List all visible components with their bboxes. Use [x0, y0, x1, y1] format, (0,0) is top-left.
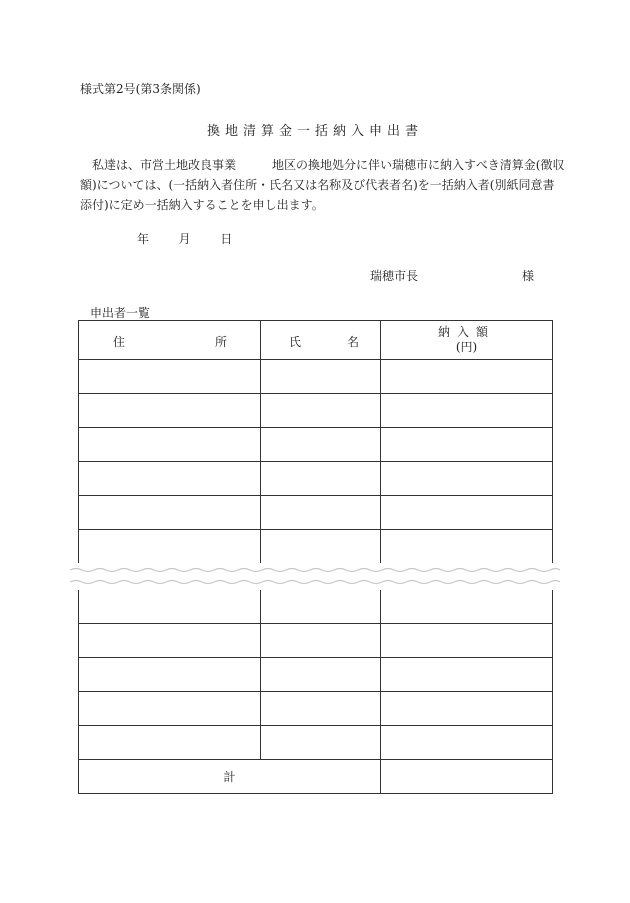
amount-cell[interactable] — [381, 496, 553, 530]
address-cell[interactable] — [79, 530, 261, 564]
applicant-list-label: 申出者一覧 — [90, 306, 151, 320]
address-cell[interactable] — [79, 658, 261, 692]
amount-cell[interactable] — [381, 624, 553, 658]
date-line — [137, 230, 232, 247]
document-title: 換地清算金一括納入申出書 — [206, 124, 423, 139]
addressee-honorific: 様 — [522, 269, 535, 283]
name-cell[interactable] — [261, 590, 381, 624]
address-cell[interactable] — [79, 590, 261, 624]
table-header-row — [79, 321, 553, 360]
date-day: 日 — [220, 232, 233, 246]
table-row — [79, 590, 553, 624]
total-amount-cell[interactable] — [381, 760, 553, 794]
column-header-amount: 納入額 (円) — [381, 321, 553, 360]
applicant-table — [78, 320, 553, 563]
applicant-table-continued — [78, 590, 553, 794]
amount-cell[interactable] — [381, 428, 553, 462]
body-line-3: 添付)に定め一括納入することを申し出ます。 — [80, 198, 324, 212]
table-row — [79, 394, 553, 428]
table-row — [79, 726, 553, 760]
body-line-2: 額)については、(一括納入者住所・氏名又は名称及び代表者名)を一括納入者(別紙同意書 — [80, 178, 555, 192]
table-row — [79, 624, 553, 658]
address-cell[interactable] — [79, 428, 261, 462]
name-cell[interactable] — [261, 726, 381, 760]
body-paragraph — [80, 155, 564, 215]
addressee-name: 瑞穂市長 — [370, 269, 419, 283]
name-cell[interactable] — [261, 530, 381, 564]
name-cell[interactable] — [261, 624, 381, 658]
address-cell[interactable] — [79, 624, 261, 658]
address-cell[interactable] — [79, 692, 261, 726]
address-cell[interactable] — [79, 394, 261, 428]
date-year: 年 — [137, 232, 150, 246]
table-row — [79, 530, 553, 564]
body-line-1: 私達は、市営土地改良事業 地区の換地処分に伴い瑞穂市に納入すべき清算金(徴収 — [80, 158, 565, 172]
total-row — [79, 760, 553, 794]
amount-cell[interactable] — [381, 530, 553, 564]
amount-cell[interactable] — [381, 726, 553, 760]
total-label: 計 — [79, 760, 381, 794]
amount-cell[interactable] — [381, 658, 553, 692]
column-header-name: 氏 名 — [261, 321, 381, 360]
date-month: 月 — [178, 232, 191, 246]
address-cell[interactable] — [79, 496, 261, 530]
amount-cell[interactable] — [381, 394, 553, 428]
name-cell[interactable] — [261, 658, 381, 692]
address-cell[interactable] — [79, 462, 261, 496]
table-row — [79, 496, 553, 530]
table-row — [79, 360, 553, 394]
table-row — [79, 462, 553, 496]
table-row — [79, 692, 553, 726]
form-number: 様式第2号(第3条関係) — [80, 82, 201, 96]
amount-cell[interactable] — [381, 462, 553, 496]
name-cell[interactable] — [261, 496, 381, 530]
table-break-indicator — [70, 562, 560, 590]
name-cell[interactable] — [261, 462, 381, 496]
amount-cell[interactable] — [381, 692, 553, 726]
amount-cell[interactable] — [381, 590, 553, 624]
name-cell[interactable] — [261, 692, 381, 726]
address-cell[interactable] — [79, 360, 261, 394]
table-row — [79, 428, 553, 462]
address-cell[interactable] — [79, 726, 261, 760]
column-header-address: 住 所 — [79, 321, 261, 360]
name-cell[interactable] — [261, 360, 381, 394]
name-cell[interactable] — [261, 394, 381, 428]
table-row — [79, 658, 553, 692]
name-cell[interactable] — [261, 428, 381, 462]
amount-cell[interactable] — [381, 360, 553, 394]
